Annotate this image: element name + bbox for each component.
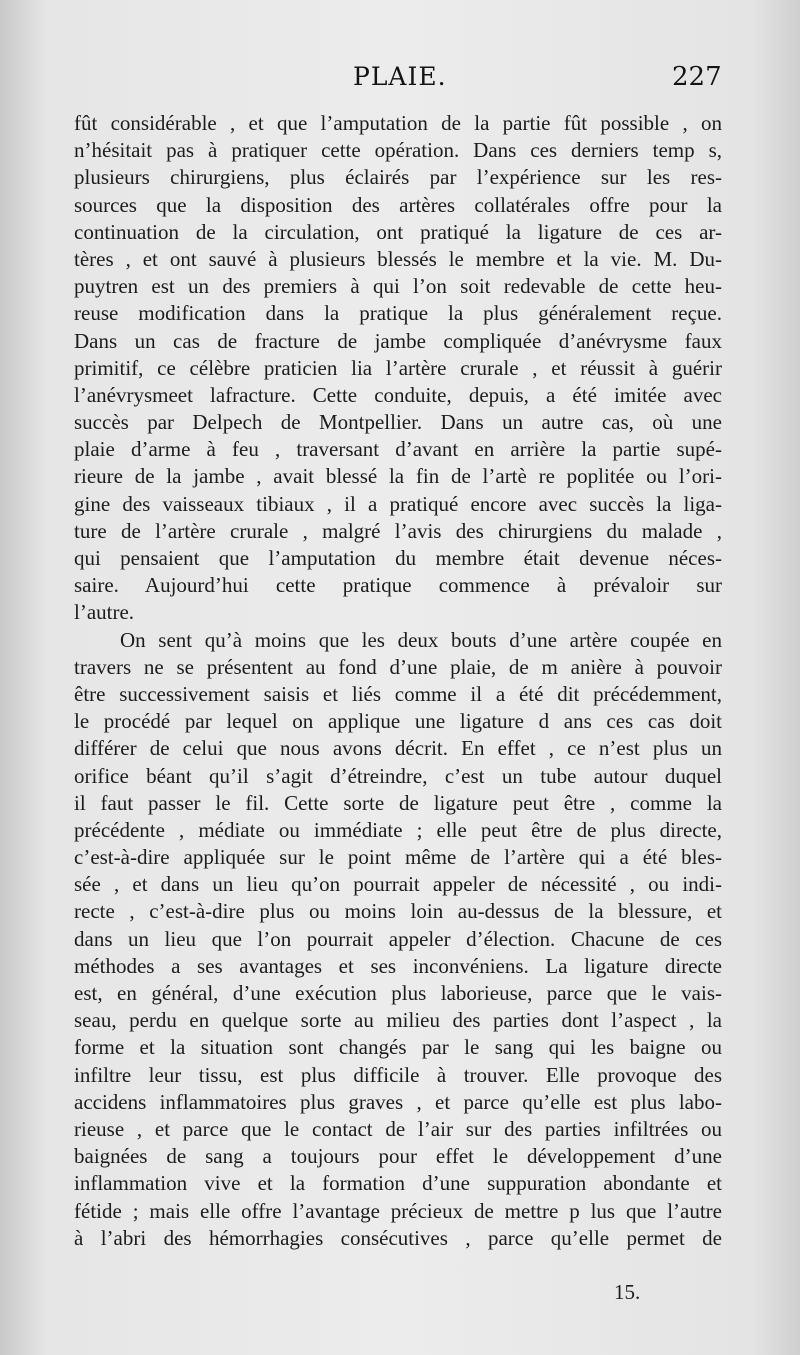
running-head [0,60,800,100]
text-line: succès par Delpech de Montpellier. Dans un autre cas, où une [74,410,722,435]
text-line: forme et la situation sont changés par le sang qui les baigne ou [74,1035,722,1060]
text-line: plaie d’arme à feu , traversant d’avant en arrière la partie supé- [74,437,722,462]
text-line: différer de celui que nous avons décrit. En effet , ce n’est plus un [74,736,722,761]
text-line: ture de l’artère crurale , malgré l’avis des chirurgiens du malade , [74,518,722,543]
text-line: n’hésitait pas à pratiquer cette opération. Dans ces derniers temp s, [74,138,722,163]
text-line: orifice béant qu’il s’agit d’étreindre, c’est un tube autour duquel [74,763,722,788]
text-line: le procédé par lequel on applique une ligature d ans ces cas doit [74,709,722,734]
text-line: gine des vaisseaux tibiaux , il a pratiqué encore avec succès la liga- [74,491,722,516]
text-line: fût considérable , et que l’amputation de la partie fût possible , on [74,111,722,135]
text-line: qui pensaient que l’amputation du membre était devenue néces- [74,546,722,570]
running-title: PLAIE. [353,62,447,91]
text-line: dans un lieu que l’on pourrait appeler d’élection. Chacune de ces [74,926,722,951]
text-line: il faut passer le fil. Cette sorte de ligature peut être , comme la [74,790,722,815]
text-line: inflammation vive et la formation d’une suppuration abondante et [74,1171,722,1196]
text-line: sée , et dans un lieu qu’on pourrait appeler de nécessité , ou indi- [74,872,722,897]
text-line: rieuse , et parce que le contact de l’air sur des parties infiltrées ou [74,1116,722,1141]
text-line: sources que la disposition des artères collatérales offre pour la [74,192,722,217]
text-line: à l’abri des hémorrhagies consécutives , parce qu’elle permet de [74,1225,722,1250]
text-line: continuation de la circulation, ont pratiqué la ligature de ces ar- [74,219,722,244]
text-line: travers ne se présentent au fond d’une plaie, de m anière à pouvoir [74,654,722,679]
text-line: l’anévrysmeet lafracture. Cette conduite, depuis, a été imitée avec [74,382,722,407]
text-line: est, en général, d’une exécution plus laborieuse, parce que le vais- [74,981,722,1005]
text-line: c’est-à-dire appliquée sur le point même de l’artère qui a été bles- [74,845,722,870]
text-line: seau, perdu en quelque sorte au milieu des parties dont l’aspect , la [74,1008,722,1033]
page-number: 227 [672,62,722,92]
text-line: accidens inflammatoires plus graves , et parce qu’elle est plus labo- [74,1089,722,1114]
text-line: méthodes a ses avantages et ses inconvéniens. La ligature directe [74,953,722,978]
text-line: saire. Aujourd’hui cette pratique commence à prévaloir sur [74,573,722,598]
text-line: primitif, ce célèbre praticien lia l’artère crurale , et réussit à guérir [74,355,722,380]
text-line: On sent qu’à moins que les deux bouts d’une artère coupée en [120,627,722,652]
signature-mark: 15. [614,1280,641,1304]
text-line: tères , et ont sauvé à plusieurs blessés le membre et la vie. M. Du- [74,246,722,271]
text-line: être successivement saisis et liés comme il a été dit précédemment, [74,681,722,706]
text-line: fétide ; mais elle offre l’avantage précieux de mettre p lus que l’autre [74,1198,722,1223]
text-line: plusieurs chirurgiens, plus éclairés par l’expérience sur les res- [74,165,722,190]
text-line: puytren est un des premiers à qui l’on soit redevable de cette heu- [74,274,722,299]
text-line: Dans un cas de fracture de jambe compliquée d’anévrysme faux [74,328,722,353]
text-line: rieure de la jambe , avait blessé la fin de l’artè re poplitée ou l’ori- [74,464,722,489]
text-line: reuse modification dans la pratique la plus généralement reçue. [74,301,722,326]
body-text [74,110,722,1252]
text-line: recte , c’est-à-dire plus ou moins loin au-dessus de la blessure, et [74,899,722,924]
text-line: précédente , médiate ou immédiate ; elle peut être de plus directe, [74,817,722,842]
text-line: infiltre leur tissu, est plus difficile à trouver. Elle provoque des [74,1062,722,1087]
text-line: l’autre. [74,600,135,625]
text-line: baignées de sang a toujours pour effet le développement d’une [74,1144,722,1169]
